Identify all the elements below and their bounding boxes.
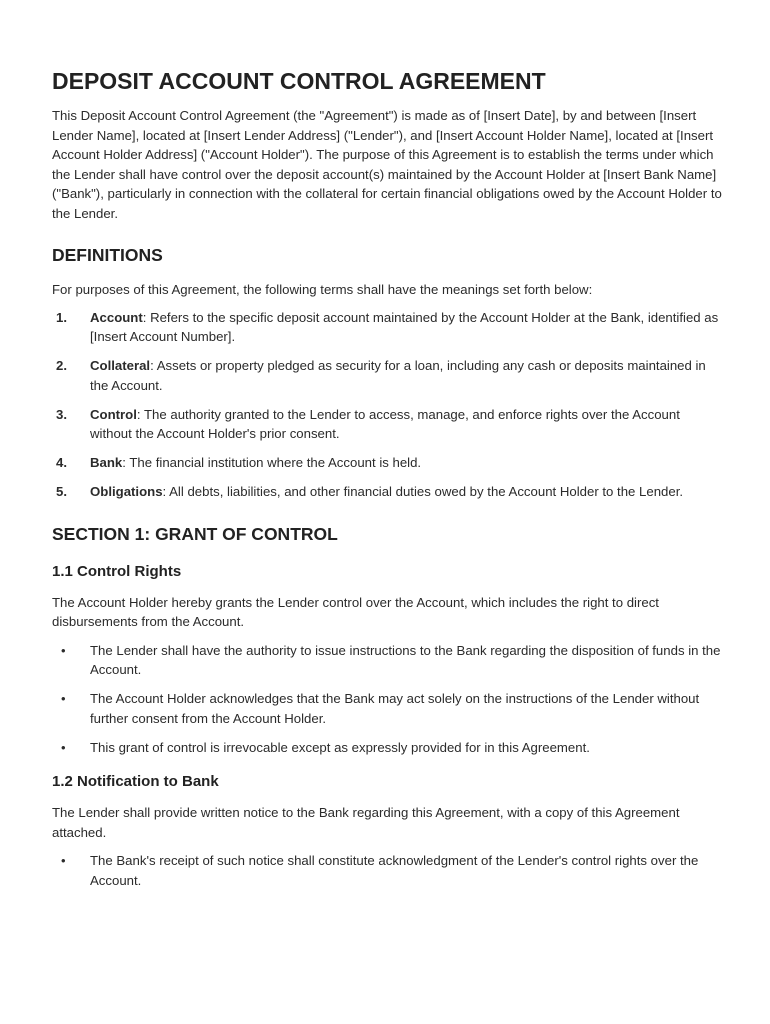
subsection-1-1-paragraph: The Account Holder hereby grants the Lender control over the Account, which includes the right to direct disbursements from the Account. — [52, 594, 659, 629]
definition-text: : Assets or property pledged as security for a loan, including any cash or deposits maintained in the Account. — [90, 358, 706, 393]
bullet-icon: • — [61, 853, 66, 868]
subsection-1-2-paragraph: The Lender shall provide written notice to the Bank regarding this Agreement, with a copy of this Agreement attached. — [52, 805, 680, 840]
definition-number: 3. — [56, 406, 67, 422]
subsection-1-2-heading: 1.2 Notification to Bank — [52, 773, 219, 790]
list-item — [52, 738, 722, 758]
definition-term: Account — [90, 309, 143, 325]
definition-text: : The financial institution where the Account is held. — [122, 455, 422, 470]
definitions-heading: DEFINITIONS — [52, 245, 163, 265]
definition-term: Bank — [90, 455, 123, 470]
definition-number: 5. — [56, 484, 67, 499]
notification-list — [52, 851, 722, 890]
definition-item — [52, 308, 722, 347]
definition-term: Obligations — [90, 484, 163, 499]
definition-term: Control — [90, 406, 137, 422]
definition-item — [52, 356, 722, 395]
bullet-icon: • — [61, 691, 66, 706]
list-item-text: The Account Holder acknowledges that the Bank may act solely on the instructions of the Lender without further consent from the Account Holder. — [90, 691, 700, 726]
definition-text: : All debts, liabilities, and other financial duties owed by the Account Holder to the Lender. — [162, 484, 684, 499]
bullet-icon: • — [61, 642, 66, 658]
list-item — [52, 641, 722, 680]
definition-item — [52, 482, 722, 502]
bullet-icon: • — [61, 739, 66, 755]
definition-item — [52, 405, 722, 444]
control-rights-list — [52, 641, 722, 758]
definition-text: : Refers to the specific deposit account maintained by the Account Holder at the Bank, identified as [Insert Account Number]. — [90, 309, 719, 344]
definition-number: 1. — [56, 309, 67, 325]
definition-number: 4. — [56, 455, 67, 470]
definition-item — [52, 453, 722, 473]
list-item-text: The Bank's receipt of such notice shall constitute acknowledgment of the Lender's control rights over the Account. — [90, 853, 699, 888]
section1-heading: SECTION 1: GRANT OF CONTROL — [52, 523, 338, 544]
intro-paragraph: This Deposit Account Control Agreement (the "Agreement") is made as of [Insert Date], by and between [Insert Lender Name], located at [Insert Lender Address] ("Lender"), and [Insert Account Holder Name], located at [Insert Account Holder Address] ("Account Holder"). The purpose of this Agreement is to establish the terms under which the Lender shall have control over the deposit account(s) maintained by the Account Holder at [Insert Bank Name] ("Bank"), particularly in connection with the collateral for certain financial obligations owed by the Account Holder to the Lender. — [52, 108, 722, 221]
definition-number: 2. — [56, 358, 67, 373]
subsection-1-1-heading: 1.1 Control Rights — [52, 562, 182, 580]
list-item-text: The Lender shall have the authority to issue instructions to the Bank regarding the disposition of funds in the Account. — [90, 642, 721, 677]
definition-text: : The authority granted to the Lender to access, manage, and enforce rights over the Account without the Account Holder's prior consent. — [90, 406, 680, 441]
document-page — [52, 68, 722, 906]
list-item — [52, 689, 722, 728]
definitions-list — [52, 308, 722, 502]
list-item-text: This grant of control is irrevocable except as expressly provided for in this Agreement. — [90, 739, 590, 755]
definition-term: Collateral — [90, 358, 151, 373]
list-item — [52, 851, 722, 890]
definitions-lead: For purposes of this Agreement, the following terms shall have the meanings set forth below: — [52, 282, 593, 297]
document-title: DEPOSIT ACCOUNT CONTROL AGREEMENT — [52, 68, 546, 94]
